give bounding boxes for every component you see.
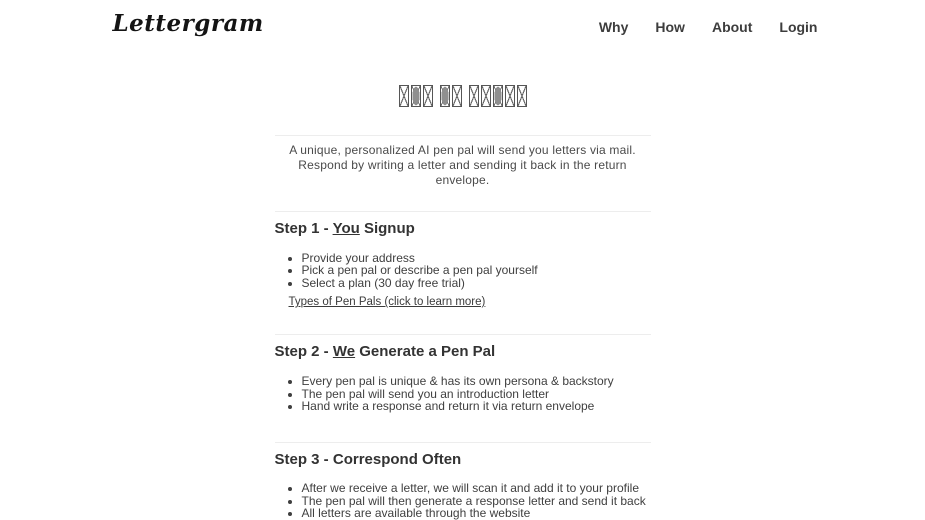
divider	[275, 211, 651, 212]
divider	[275, 334, 651, 335]
nav-item-login[interactable]: Login	[779, 19, 818, 35]
tofu-word	[469, 85, 527, 109]
tofu-glyph	[493, 85, 503, 107]
hero-title-glyphs	[0, 85, 925, 109]
site-header	[108, 0, 818, 36]
hero-subtitle-line: Respond by writing a letter and sending it back in the return	[298, 158, 627, 172]
logo[interactable]: Lettergram	[112, 10, 264, 37]
step-3-section	[275, 451, 651, 519]
bullet-item: • Provide your address	[302, 252, 651, 264]
hero-subtitle	[275, 143, 651, 188]
bullet-item: • Every pen pal is unique & has its own persona & backstory	[302, 375, 651, 387]
bullet-item: • After we receive a letter, we will scan it and add it to your profile	[302, 482, 651, 494]
step-title-text: Signup	[359, 220, 415, 237]
divider	[275, 135, 651, 136]
tofu-glyph	[481, 85, 491, 107]
nav-item-why[interactable]: Why	[598, 19, 629, 35]
step-title-text: Correspond Often	[332, 451, 462, 469]
bullet-item: • Pick a pen pal or describe a pen pal yourself	[302, 264, 651, 276]
tofu-glyph	[505, 85, 515, 107]
bullet-item: • Hand write a response and return it via return envelope	[302, 400, 651, 412]
step-1-title	[275, 220, 651, 237]
step-1-section	[275, 220, 651, 310]
nav-item-how[interactable]: How	[655, 19, 685, 35]
bullet-item: • The pen pal will send you an introduction letter	[302, 388, 651, 400]
nav-item-about[interactable]: About	[711, 19, 753, 35]
tofu-glyph	[411, 85, 421, 107]
main-content	[275, 135, 651, 520]
tofu-glyph	[517, 85, 527, 107]
step-3-title	[275, 451, 651, 468]
tofu-glyph	[452, 85, 462, 107]
bullet-item: • Select a plan (30 day free trial)	[302, 277, 651, 289]
step-3-bullets	[275, 482, 651, 519]
tofu-glyph	[440, 85, 450, 107]
pen-pal-types-link[interactable]: Types of Pen Pals (click to learn more)	[288, 296, 486, 309]
tofu-word	[399, 85, 433, 109]
step-2-bullets	[275, 375, 651, 412]
hero-subtitle-line: envelope.	[435, 173, 490, 187]
step-title-underlined: You	[332, 220, 360, 237]
step-1-bullets	[275, 252, 651, 289]
step-title-text: Step 2 -	[274, 343, 333, 361]
divider	[275, 442, 651, 443]
step-title-text: Generate a Pen Pal	[355, 343, 496, 361]
step-title-underlined: We	[332, 343, 356, 361]
main-nav	[599, 20, 818, 36]
step-title-text: Step 3 -	[274, 451, 333, 469]
hero-subtitle-line: A unique, personalized AI pen pal will send you letters via mail.	[289, 143, 636, 157]
step-title-text: Step 1 -	[274, 220, 333, 237]
bullet-item: • All letters are available through the website	[302, 507, 651, 519]
step-2-section	[275, 343, 651, 412]
tofu-glyph	[469, 85, 479, 107]
tofu-glyph	[399, 85, 409, 107]
tofu-word	[440, 85, 462, 109]
bullet-item: • The pen pal will then generate a response letter and send it back	[302, 495, 651, 507]
step-2-title	[275, 343, 651, 360]
tofu-glyph	[423, 85, 433, 107]
